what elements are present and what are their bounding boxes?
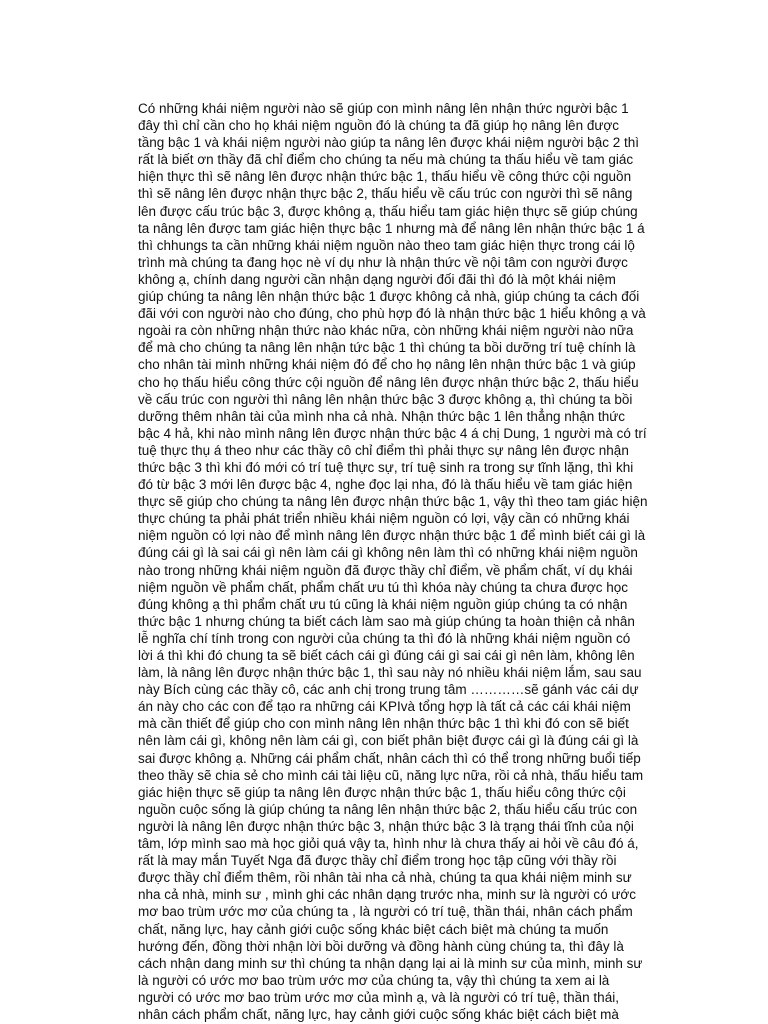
text-line: thì chhungs ta cần những khái niệm nguồn nào theo tam giác hiện thực trong cái lộ <box>138 237 635 253</box>
text-line: nào trong những khái niệm nguồn đã được thầy chỉ điểm, về phẩm chất, ví dụ khái <box>138 562 633 578</box>
text-line: lễ nghĩa chí tính trong con người của chúng ta thì đó là những khái niệm nguồn có <box>138 630 631 646</box>
text-line: đúng không ạ thì phẩm chất ưu tú cũng là khái niệm nguồn giúp chúng ta có nhận <box>138 596 628 612</box>
text-line: lời á thì khi đó chung ta sẽ biết cách cái gì đúng cái gì sai cái gì nên làm, không lên <box>138 648 635 663</box>
text-line: dưỡng thêm nhân tài của mình nha cả nhà. Nhận thức bậc 1 lên thẳng nhận thức <box>138 408 626 424</box>
text-line: đúng cái gì là sai cái gì nên làm cái gì không nên làm thì có những khái niệm nguồn <box>138 545 638 561</box>
text-line: niệm nguồn về phẩm chất, phẩm chất ưu tú thì khóa này chúng ta chưa được học <box>138 579 629 595</box>
text-line: cho nhân tài mình những khái niệm đó để cho họ nâng lên nhận thức bậc 1 và giúp <box>138 357 636 373</box>
text-line: người là nâng lên được nhận thức bậc 3, nhận thức bậc 3 là trạng thái tĩnh của nội <box>138 818 634 834</box>
text-line: được thầy chỉ điểm thêm, rồi nhân tài nha cả nhà, chúng ta qua khái niệm minh sư <box>138 870 632 886</box>
text-line: ta nâng lên được tam giác hiện thực bậc 1 nhưng mà để nâng lên nhận thức bậc 1 á <box>138 220 645 236</box>
text-line: không ạ, chính dang người cần nhận dạng người đối đãi thì đó là một khái niệm <box>138 271 616 287</box>
text-line: nguồn cuộc sống là giúp chúng ta nâng lên nhận thức bậc 2, thấu hiểu cấu trúc con <box>138 801 638 817</box>
text-line: mơ bao trùm ước mơ của chúng ta , là người có trí tuệ, thần thái, nhân cách phẩm <box>138 904 633 920</box>
text-line: thực sẽ giúp cho chúng ta nâng lên được nhận thức bậc 1, vậy thì theo tam giác hiện <box>138 494 648 510</box>
text-line: chất, năng lực, hay cảnh giới cuộc sống khác biệt cách biệt mà chúng ta muốn <box>138 921 609 937</box>
text-line: tuệ thực thụ á theo như các thầy cô chỉ điểm thì phải thực sự nâng lên được nhận <box>138 442 629 458</box>
text-line: này Bích cùng các thầy cô, các anh chị trong trung tâm …………sẽ gánh vác cái dự <box>138 682 639 698</box>
text-line: tâm, lớp mình sao mà học giỏi quá vậy ta, hình như là chưa thấy ai hỏi về câu đó á, <box>138 836 639 852</box>
body-text <box>138 100 678 1023</box>
text-line: giác hiện thực sẽ giúp ta nâng lên được nhận thức bậc 1, thấu hiểu công thức cội <box>138 784 626 800</box>
text-line: cách nhận dang minh sư thì chúng ta nhận dạng lại ai là minh sư của mình, minh sư <box>138 955 643 971</box>
text-line: theo thầy sẽ chia sẻ cho mình cái tài liệu cũ, năng lực nữa, rồi cả nhà, thấu hiểu tam <box>138 767 644 783</box>
text-line: ngoài ra còn những nhận thức nào khác nữa, còn những khái niệm người nào nữa <box>138 323 634 339</box>
text-line: thực chúng ta phải phát triển nhiều khái niệm nguồn có lợi, vậy cần có những khái <box>138 511 630 527</box>
text-line: thức bậc 1 nhưng chúng ta biết cách làm sao mà giúp chúng ta hoàn thiện cả nhân <box>138 613 635 629</box>
text-line: đó từ bậc 3 mới lên được bậc 4, nghe đọc lại nha, đó là thấu hiểu về tam giác hiện <box>138 477 633 493</box>
text-line: đãi với con người nào cho đúng, cho phù hợp đó là nhận thức bậc 1 hiểu không ạ và <box>138 306 646 322</box>
text-line: làm, là nâng lên được nhận thức bậc 1, thì sau này nó nhiều khái niệm lắm, sau sau <box>138 665 642 681</box>
text-line: hướng đến, đồng thời nhận lời bồi dưỡng và đồng hành cùng chúng ta, thì đây là <box>138 938 624 954</box>
text-line: hiện thực thì sẽ nâng lên được nhận thức bậc 1, thấu hiểu về công thức cội nguồn <box>138 169 632 185</box>
text-line: Có những khái niệm người nào sẽ giúp con mình nâng lên nhận thức người bậc 1 <box>138 101 629 116</box>
text-line: thì sẽ nâng lên được nhận thực bậc 2, thấu hiểu về cấu trúc con người thì sẽ nâng <box>138 186 633 202</box>
text-line: trình mà chúng ta đang học nè ví dụ như là nhận thức về nội tâm con người được <box>138 254 628 270</box>
text-line: lên được cấu trúc bậc 3, được không ạ, thấu hiểu tam giác hiện thực sẽ giúp chúng <box>138 203 638 219</box>
text-line: nhân cách phẩm chất, năng lực, hay cảnh giới cuộc sống khác biệt cách biệt mà <box>138 1006 619 1022</box>
text-line: mà cần thiết để giúp cho con mình nâng lên nhận thức bậc 1 thì khi đó con sẽ biết <box>138 716 629 732</box>
text-line: thức bậc 3 thì khi đó mới có trí tuệ thực sự, trí tuệ sinh ra trong sự tĩnh lặng, thì khi <box>138 459 634 475</box>
text-line: niệm nguồn có lợi nào để mình nâng lên được nhận thức bậc 1 để mình biết cái gì là <box>138 528 646 544</box>
text-line: án này cho các con để tạo ra những cái KPIvà tổng hợp là tất cả các cái khái niệm <box>138 699 631 715</box>
text-line: tầng bậc 1 và khái niệm người nào giúp ta nâng lên được khái niệm người bậc 2 thì <box>138 135 639 151</box>
text-line: nha cả nhà, minh sư , mình ghi các nhân dạng trước nha, minh sư là người có ước <box>138 887 636 903</box>
text-line: đây thì chỉ cần cho họ khái niệm nguồn đó là chúng ta đã giúp họ nâng lên được <box>138 118 619 134</box>
text-line: giúp chúng ta nâng lên nhận thức bậc 1 được không cả nhà, giúp chúng ta cách đối <box>138 289 640 305</box>
text-line: cho họ thấu hiểu công thức cội nguồn để nâng lên được nhận thức bậc 2, thấu hiểu <box>138 374 639 390</box>
text-line: rất là may mắn Tuyết Nga đã được thầy chỉ điểm trong học tập cũng với thầy rồi <box>138 853 617 869</box>
text-line: nên làm cái gì, không nên làm cái gì, con biết phân biệt được cái gì là đúng cái gì là <box>138 733 639 749</box>
text-line: bậc 4 hả, khi nào mình nâng lên được nhận thức bậc 4 á chị Dung, 1 người mà có trí <box>138 425 647 441</box>
text-line: người có ước mơ bao trùm ước mơ của mình ạ, và là người có trí tuệ, thần thái, <box>138 989 619 1005</box>
text-line: để mà cho chúng ta nâng lên nhận tức bậc 1 thì chúng ta bồi dưỡng trí tuệ chính là <box>138 340 636 356</box>
text-line: rất là biết ơn thầy đã chỉ điểm cho chúng ta nếu mà chúng ta thấu hiểu về tam giác <box>138 152 634 168</box>
text-line: về cấu trúc con người thì nâng lên nhận thức bậc 3 được không ạ, thì chúng ta bồi <box>138 391 633 407</box>
text-line: là người có ước mơ bao trùm ước mơ của chúng ta, vậy thì chúng ta xem ai là <box>138 972 610 988</box>
text-line: sai được không ạ. Những cái phẩm chất, nhân cách thì có thể trong những buổi tiếp <box>138 750 641 766</box>
